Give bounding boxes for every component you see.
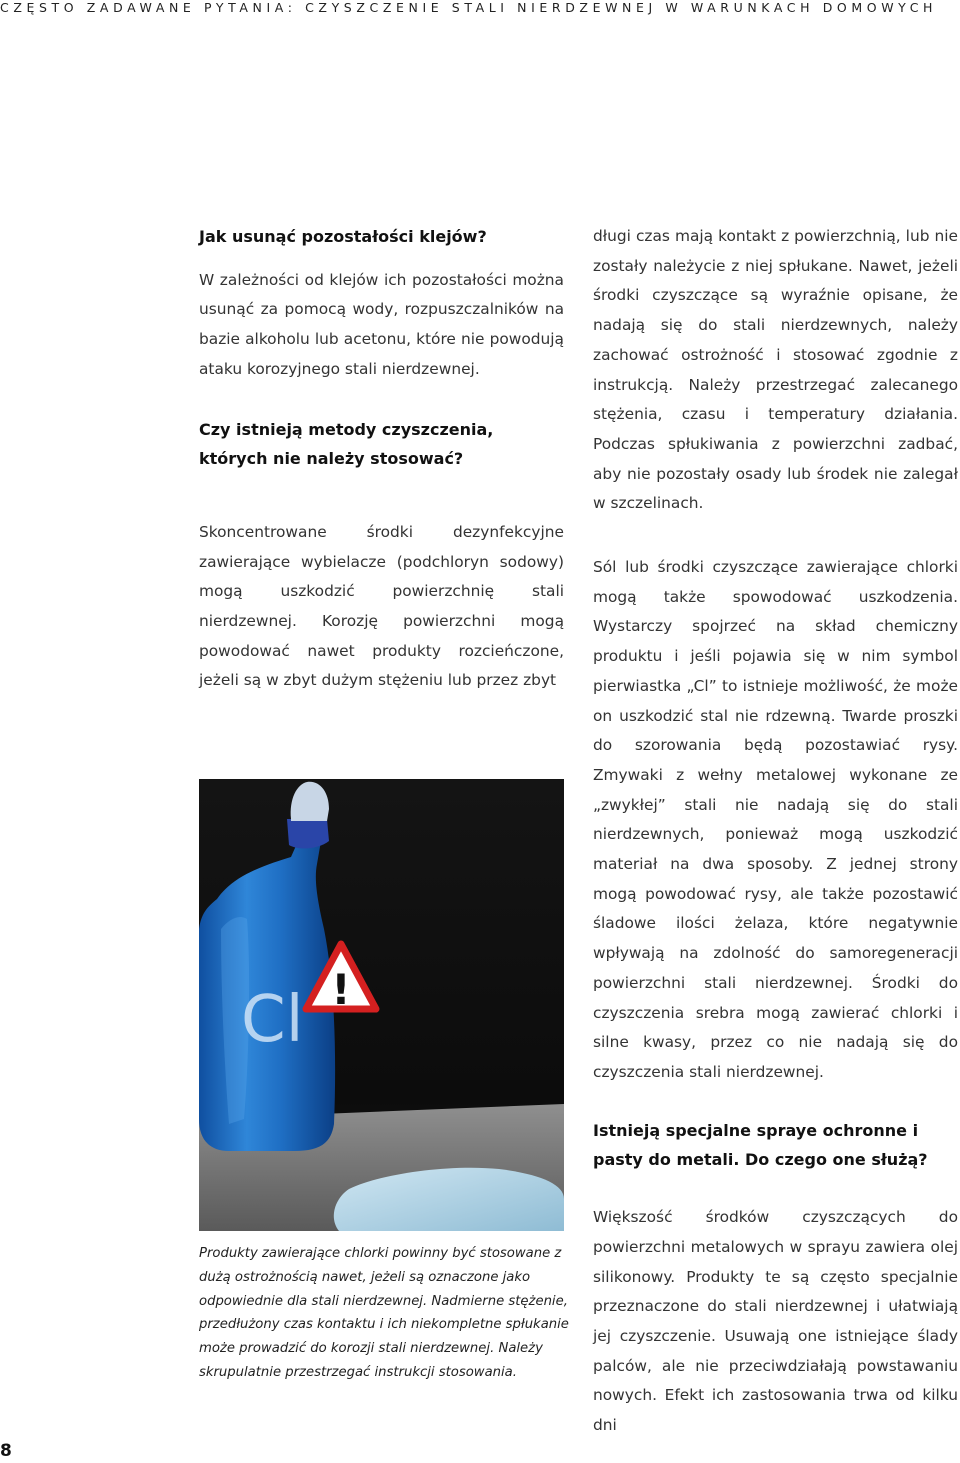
heading-protective-sprays: Istnieją specjalne spraye ochronne i pasty do metali. Do czego one służą? bbox=[593, 1120, 928, 1170]
photo-chlorine-bottle bbox=[199, 779, 564, 1231]
heading-adhesive-removal: Jak usunąć pozostałości klejów? bbox=[199, 227, 487, 246]
left-column bbox=[199, 222, 564, 696]
heading-methods-to-avoid: Czy istnieją metody czyszczenia, których nie należy stosować? bbox=[199, 419, 494, 469]
paragraph-rinsing: długi czas mają kontakt z powierzchnią, lub nie zostały należycie z niej spłukane. Nawet, jeżeli środki czyszczące są wyraźnie opisane, że nadają się do stali nierdzewnych, należy zachować ostrożność i stosować zgodnie z instrukcją. Należy przestrzegać zalecanego stężenia, czasu i temperatury działania. Podczas spłukiwania z powierzchni zadbać, aby nie pozostały osady lub środek nie zalegał w szczelinach. bbox=[593, 227, 958, 513]
paragraph-disinfectants: Skoncentrowane środki dezynfekcyjne zawierające wybielacze (podchloryn sodowy) mogą uszkodzić powierzchnię stali nierdzewnej. Korozję powierzchni mogą powodować nawet produkty rozcieńczone, jeżeli są w zbyt dużym stężeniu lub przez zbyt bbox=[199, 522, 564, 690]
paragraph-adhesive-removal: W zależności od klejów ich pozostałości można usunąć za pomocą wody, rozpuszczalników na bazie alkoholu lub acetonu, które nie powodują ataku korozyjnego stali nierdzewnej. bbox=[199, 270, 564, 378]
running-header: CZĘSTO ZADAWANE PYTANIA: CZYSZCZENIE STALI NIERDZEWNEJ W WARUNKACH DOMOWYCH bbox=[0, 0, 938, 15]
photo-illustration bbox=[199, 779, 564, 1231]
page-number: 8 bbox=[0, 1441, 12, 1461]
right-column bbox=[593, 222, 958, 1441]
bottle-cap bbox=[287, 819, 329, 848]
photo-caption: Produkty zawierające chlorki powinny być stosowane z dużą ostrożnością nawet, jeżeli są oznaczone jako odpowiednie dla stali nierdzewnej. Nadmierne stężenie, przedłużony czas kontaktu i ich niekompletne spłukanie może prowadzić do korozji stali nierdzewnej. Należy skrupulatnie przestrzegać instrukcji stosowania. bbox=[199, 1246, 569, 1380]
paragraph-chlorides: Sól lub środki czyszczące zawierające chlorki mogą także spowodować uszkodzenia. Wystarczy spojrzeć na skład chemiczny produktu i jeśli pojawia się w nim symbol pierwiastka „Cl” to istnieje możliwość, że może on uszkodzić stal nie rdzewną. Twarde proszki do szorowania będą pozostawiać rysy. Zmywaki z wełny metalowej wykonane ze „zwykłej” stali nie nadają się do stali nierdzewnych, ponieważ mogą uszkodzić materiał na dwa sposoby. Z jednej strony mogą powodować rysy, ale także pozostawić śladowe ilości żelaza, które negatywnie wpływają na zdolność do samoregeneracji powierzchni stali nierdzewnej. Środki do czyszczenia srebra mogą zawierać chlorki i silne kwasy, przez co nie nadają się do czyszczenia stali nierdzewnej. bbox=[593, 558, 958, 1081]
paragraph-sprays: Większość środków czyszczących do powierzchni metalowych w sprayu zawiera olej silikonowy. Produkty te są często specjalnie przeznaczone do stali nierdzewnej i ułatwiają jej czyszczenie. Usuwają one istniejące ślady palców, ale nie przeciwdziałają powstawaniu nowych. Efekt ich zastosowania trwa od kilku dni bbox=[593, 1208, 958, 1435]
bottle-label-text: Cl bbox=[241, 983, 304, 1057]
warning-mark: ! bbox=[331, 965, 351, 1014]
